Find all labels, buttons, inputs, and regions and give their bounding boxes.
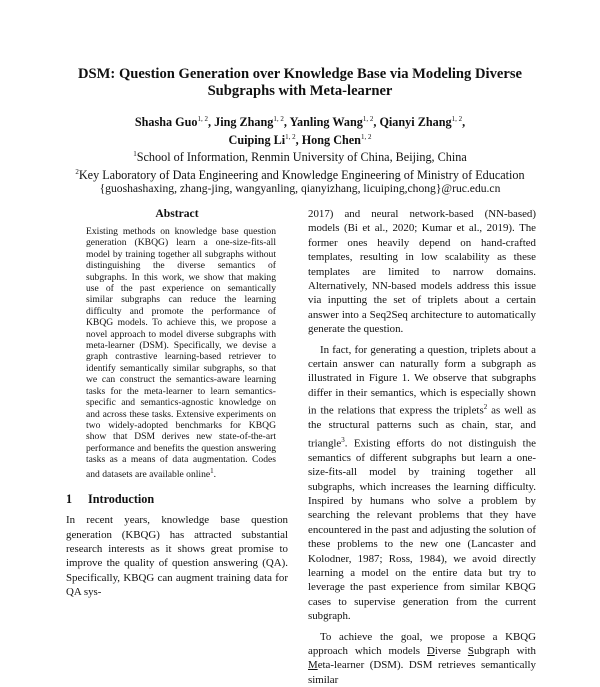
p3-underline-s: S <box>467 645 474 658</box>
affiliation-1-sup: 1 <box>133 150 137 159</box>
left-column <box>66 207 288 600</box>
affiliation-2-text: Key Laboratory of Data Engineering and Knowledge Engineering of Ministry of Education <box>78 167 525 182</box>
author-affil-sup: 1, 2 <box>273 115 284 123</box>
footnote-marker-2: 2 <box>483 403 488 412</box>
abstract-heading: Abstract <box>155 207 199 220</box>
footnote-marker-3: 3 <box>341 435 345 444</box>
author-names: Shasha Guo$^{1, 2}$, Jing Zhang$^{1, 2}$, Yanling Wang$^{1, 2}$, Qianyi Zhang$^{1, 2}$, Cuiping Li$^{1, 2}$, Hong Chen$^{1, 2}$ <box>134 115 466 147</box>
author-affil-sup: 1, 2 <box>451 115 463 123</box>
right-paragraph-2 <box>308 343 536 624</box>
p3-part-c: ubgraph with <box>473 645 537 658</box>
author-affil-sup: 1, 2 <box>285 132 296 141</box>
author-emails: {guoshashaxing, zhang-jing, wangyanling, qianyizhang, licuiping,chong}@ruc.edu.cn <box>99 182 501 196</box>
author-name: Yanling Wang <box>289 115 363 130</box>
author-name: Jing Zhang <box>214 115 274 130</box>
affiliation-1-text: School of Information, Renmin University of China, Beijing, China <box>136 150 467 165</box>
right-paragraph-3 <box>308 630 536 687</box>
abstract-footnote-marker: 1 <box>210 466 214 475</box>
affiliation-2-sup: 2 <box>75 167 79 176</box>
author-name: Qianyi Zhang <box>379 115 452 130</box>
author-affil-sup: 1, 2 <box>360 132 372 141</box>
p3-part-b: iverse <box>434 645 468 658</box>
author-name: Hong Chen <box>301 132 361 147</box>
p3-underline-m: M <box>308 659 318 672</box>
intro-heading <box>66 492 288 507</box>
section-number: 1 <box>66 492 73 507</box>
p2-part-a: In fact, for generating a question, triplets about a certain answer can naturally form a subgraph as illustrated in Figure 1. We observe that subgraphs differ in their semantics, which is especially shown in the relations that express the triplets <box>308 343 536 417</box>
p2-part-c: . Existing efforts do not distinguish the semantics of different subgraphs but learn a one-size-fits-all model by training together all subgraphs, which increases the learning difficulty. Inspired by humans who solve a problem by searching the relevant problems that they have encountered in the past and adjusting the solution of these problems to the new one (Lancaster and Kolodner, 1987; Ross, 1984), we avoid directly learning a model on the entire data but try to leverage the past experience from similar KBQG cases to supervise generation from the current subgraph. <box>308 437 536 623</box>
abstract-text: Existing methods on knowledge base question generation (KBQG) learn a one-size-fits-all model by training together all subgraphs without distinguishing the diverse semantics of subgraphs. In this work, we show that making use of the past experience on semantically similar subgraphs can reduce the learning difficulty and promote the performance of KBQG models. To achieve this, we propose a novel approach to model diverse subgraphs with meta-learner (DSM). Specifically, we devise a graph contrastive learning-based retriever to identify semantically similar subgraphs, so that we can construct the semantics-aware learning tasks for the meta-learner to learn semantics-specific and semantics-agnostic knowledge on and across these tasks. Extensive experiments on two widely-adopted benchmarks for KBQG show that DSM derives new state-of-the-art performance and benefits the question answering tasks as a means of data augmentation. Codes and datasets are available online$^1$. <box>86 226 276 480</box>
right-column <box>308 207 536 687</box>
author-name: Shasha Guo <box>134 115 198 130</box>
intro-paragraph: In recent years, knowledge base question generation (KBQG) has attracted substantial research interests as it shows great promise to improve the quality of question answering (QA). Specifically, KBQG can augment training data for QA sys- <box>66 514 288 599</box>
author-affil-sup: 1, 2 <box>362 115 374 123</box>
paper-title: DSM: Question Generation over Knowledge Base via Modeling Diverse Subgraphs with Meta-learner <box>78 66 522 99</box>
affiliation-1 <box>60 147 540 165</box>
author-name: Cuiping Li <box>228 132 286 147</box>
p3-part-a: To achieve the goal, we propose a KBQG approach which models <box>308 630 536 658</box>
abstract-body: Existing methods on knowledge base question generation (KBQG) learn a one-size-fits-all model by training together all subgraphs without distinguishing the diverse semantics of subgraphs. In this work, we show that making use of the past experience on semantically similar subgraphs can reduce the learning difficulty and promote the performance of KBQG models. To achieve this, we propose a novel approach to model diverse subgraphs with meta-learner (DSM). Specifically, we devise a graph contrastive learning-based retriever to identify semantically similar subgraphs, so that we can construct the semantics-aware learning tasks for the meta-learner to learn semantics-specific and semantics-agnostic knowledge on and across these tasks. Extensive experiments on two widely-adopted benchmarks for KBQG show that DSM derives new state-of-the-art performance and benefits the question answering tasks as a means of data augmentation. Codes and datasets are available online <box>86 226 276 480</box>
author-block <box>60 112 540 197</box>
p3-underline-d: D <box>427 645 435 658</box>
p2-part-b: as well as the structural patterns such as chain, star, and triangle <box>308 404 537 450</box>
section-title: Introduction <box>88 492 155 507</box>
affiliation-2 <box>60 165 540 183</box>
author-affil-sup: 1, 2 <box>197 115 209 123</box>
right-paragraph-1: 2017) and neural network-based (NN-based) models (Bi et al., 2020; Kumar et al., 2019). The former ones heavily depend on hand-crafted templates, resulting in low scalability as these templates are limited to narrow domains. Alternatively, NN-based models address this issue via inputting the set of triplets about a certain answer into a Seq2Seq architecture to automatically generate the question. <box>308 208 536 336</box>
p3-part-d: eta-learner (DSM). DSM retrieves semantically similar <box>308 659 536 686</box>
